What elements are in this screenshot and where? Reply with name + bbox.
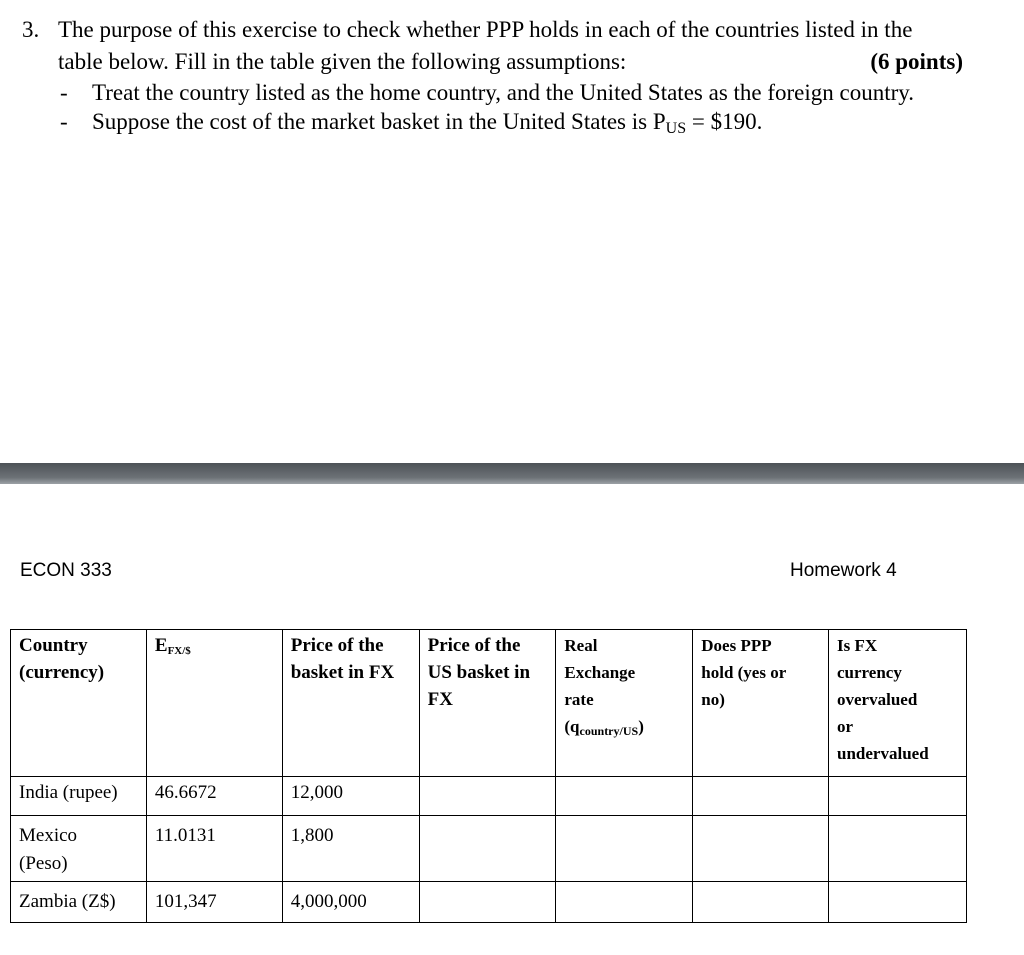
header-ppp-hold xyxy=(693,630,829,777)
table-row xyxy=(11,882,967,923)
header-line xyxy=(564,713,684,745)
header-line: Country xyxy=(19,635,88,656)
cell-ppp-blank[interactable] xyxy=(693,777,829,816)
header-price-us xyxy=(419,630,556,777)
cell-price-fx: 12,000 xyxy=(282,777,419,816)
assumption-text: Treat the country listed as the home country, and the United States as the foreign country. xyxy=(92,80,915,105)
cell-country xyxy=(11,777,147,816)
cell-valuation-blank[interactable] xyxy=(829,816,967,882)
header-line: FX xyxy=(427,689,453,710)
header-price-fx xyxy=(282,630,419,777)
header-line: (currency) xyxy=(19,662,105,683)
table-row xyxy=(11,777,967,816)
header-country xyxy=(11,630,147,777)
cell-country xyxy=(11,816,147,882)
header-line: Does PPP xyxy=(701,636,772,655)
header-line: undervalued xyxy=(837,744,929,763)
efx-subscript: FX/$ xyxy=(167,645,191,657)
header-line: currency xyxy=(837,663,902,682)
cell-country xyxy=(11,882,147,923)
cell-real-rate-blank[interactable] xyxy=(556,777,693,816)
question-number: 3. xyxy=(22,17,40,42)
header-line: rate xyxy=(564,690,594,709)
bullet-dash: - xyxy=(60,80,68,105)
cell-real-rate-blank[interactable] xyxy=(556,816,693,882)
header-efx xyxy=(146,630,282,777)
question-text-line1: The purpose of this exercise to check whether PPP holds in each of the countries listed in the xyxy=(58,17,913,42)
header-overvalued xyxy=(829,630,967,777)
header-line: Is FX xyxy=(837,636,878,655)
question-line-1 xyxy=(22,14,982,46)
assumption-text xyxy=(92,107,762,143)
points-label: (6 points) xyxy=(870,49,963,74)
cell-real-rate-blank[interactable] xyxy=(556,882,693,923)
table-header-row xyxy=(11,630,967,777)
cell-text: Zambia (Z$) xyxy=(19,891,116,912)
cell-price-us-blank[interactable] xyxy=(419,882,556,923)
cell-text: India (rupee) xyxy=(19,782,118,803)
cell-ppp-blank[interactable] xyxy=(693,882,829,923)
page-divider xyxy=(0,463,1024,484)
assumption-text-before: Suppose the cost of the market basket in the United States is P xyxy=(92,109,666,134)
header-line: Price of the xyxy=(290,635,384,656)
header-line: hold (yes or xyxy=(701,663,787,682)
header-real-exchange-rate xyxy=(556,630,693,777)
assumption-text-after: = $190. xyxy=(686,109,763,134)
homework-label: Homework 4 xyxy=(790,560,897,581)
cell-text: (Peso) xyxy=(19,853,68,874)
cell-text: Mexico xyxy=(19,825,78,846)
bullet-dash: - xyxy=(60,109,68,134)
cell-price-fx: 1,800 xyxy=(282,816,419,882)
cell-efx: 46.6672 xyxy=(146,777,282,816)
assumption-bullet-1 xyxy=(22,78,982,107)
cell-valuation-blank[interactable] xyxy=(829,777,967,816)
header-line: overvalued xyxy=(837,690,918,709)
q-subscript: country/US xyxy=(579,724,639,738)
header-line: Price of the xyxy=(427,635,521,656)
question-block xyxy=(22,14,982,143)
cell-ppp-blank[interactable] xyxy=(693,816,829,882)
q-close: ) xyxy=(638,717,644,736)
table-row xyxy=(11,816,967,882)
question-text-line2: table below. Fill in the table given the following assumptions: xyxy=(58,49,627,74)
cell-price-us-blank[interactable] xyxy=(419,777,556,816)
ppp-table xyxy=(10,629,967,923)
header-line: US basket in xyxy=(427,662,531,683)
cell-valuation-blank[interactable] xyxy=(829,882,967,923)
header-line: no) xyxy=(701,690,725,709)
q-open: (q xyxy=(564,717,580,736)
header-line: Exchange xyxy=(564,663,636,682)
header-line: basket in FX xyxy=(290,662,395,683)
course-label: ECON 333 xyxy=(20,560,112,581)
us-subscript: US xyxy=(665,120,687,137)
header-line: or xyxy=(837,717,854,736)
cell-efx: 101,347 xyxy=(146,882,282,923)
header-line: Real xyxy=(564,636,598,655)
cell-efx: 11.0131 xyxy=(146,816,282,882)
assumption-bullet-2 xyxy=(22,107,982,143)
cell-price-us-blank[interactable] xyxy=(419,816,556,882)
question-line-2 xyxy=(22,46,963,78)
cell-price-fx: 4,000,000 xyxy=(282,882,419,923)
efx-symbol: E xyxy=(154,635,168,656)
